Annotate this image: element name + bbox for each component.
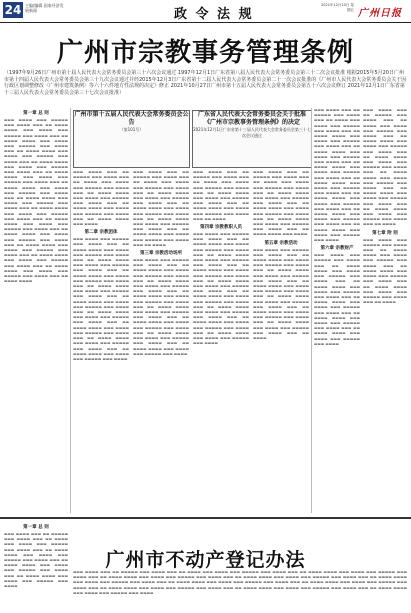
notice-box-title: 广东省人民代表大会常务委员会关于批准《广州市宗教事务管理条例》的决定 (197, 111, 306, 126)
page-number: 24 (4, 3, 22, 17)
body-column-6 (314, 108, 360, 513)
body-text: ▬▬▬ ▬▬▬▬ ▬▬▬ ▬▬ ▬▬▬▬▬ ▬▬▬ ▬▬▬▬ ▬▬▬ ▬▬ ▬▬▬▬ ▬▬▬ ▬▬▬▬ ▬▬▬ ▬▬▬▬▬ ▬▬▬ ▬▬▬▬ ▬▬▬ ▬▬ ▬▬▬▬ ▬▬▬▬ ▬▬▬ ▬▬▬▬ ▬▬▬ ▬▬▬▬▬ ▬▬▬ ▬▬▬▬ ▬▬▬ ▬▬ ▬▬▬▬ ▬▬▬▬ ▬▬▬ ▬▬▬▬ ▬▬▬ ▬▬▬▬▬ ▬▬▬ ▬▬▬▬ ▬▬▬ ▬▬ ▬▬▬▬ (193, 170, 249, 221)
chapter-heading: 第七章 附 则 (372, 230, 398, 236)
article-title: 广州市宗教事务管理条例 (56, 38, 354, 68)
body-text: ▬▬▬ ▬▬▬▬ ▬▬▬ ▬▬▬▬▬ ▬▬▬ ▬▬▬▬ ▬▬▬ ▬▬ ▬▬▬▬ ▬▬▬▬ ▬▬▬ ▬▬▬▬ ▬▬▬ ▬▬▬▬▬ ▬▬▬ ▬▬▬▬ ▬▬▬ ▬▬ ▬▬▬▬ ▬▬▬▬ ▬▬▬ ▬▬▬▬ ▬▬▬ ▬▬▬▬▬ ▬▬▬ ▬▬▬▬ ▬▬▬ ▬▬ ▬▬▬▬ ▬▬▬▬ ▬▬▬ ▬▬▬▬ ▬▬▬ ▬▬▬▬▬ ▬▬▬ ▬▬▬▬ ▬▬▬ ▬▬ ▬▬▬▬ ▬▬▬▬ ▬▬▬ ▬▬▬▬ ▬▬▬ ▬▬▬▬▬ ▬▬▬ ▬▬▬▬ ▬▬▬ ▬▬ ▬▬▬▬ ▬▬▬▬ ▬▬▬ ▬▬▬▬ ▬▬▬ ▬▬▬▬▬ ▬▬▬ ▬▬▬▬ ▬▬▬ ▬▬ ▬▬▬▬ ▬▬▬▬ ▬▬▬ ▬▬▬▬ ▬▬▬ ▬▬▬▬▬ ▬▬▬ ▬▬▬▬ ▬▬▬ ▬▬ ▬▬▬▬ ▬▬▬▬ ▬▬▬ ▬▬▬▬ ▬▬▬ ▬▬▬▬▬ ▬▬▬ ▬▬▬▬ ▬▬▬ ▬▬ ▬▬▬▬ ▬▬▬▬ ▬▬▬ ▬▬▬▬ ▬▬▬ ▬▬▬▬▬ ▬▬▬ ▬▬▬▬ ▬▬▬ ▬▬ ▬▬▬▬ ▬▬▬▬ ▬▬▬ ▬▬▬▬ ▬▬▬ ▬▬▬▬▬ ▬▬▬ ▬▬▬▬ ▬▬▬ ▬▬ ▬▬▬▬ ▬▬▬▬ ▬▬▬ ▬▬▬▬ ▬▬▬ ▬▬▬▬▬ ▬▬▬ ▬▬▬▬ ▬▬▬ ▬▬ ▬▬▬▬ ▬▬▬▬ ▬▬▬ ▬▬▬▬ ▬▬▬ ▬▬▬▬▬ ▬▬▬ ▬▬▬▬ ▬▬▬ ▬▬ ▬▬▬▬ ▬▬▬▬ ▬▬▬ ▬▬▬▬ ▬▬▬ ▬▬▬▬▬ ▬▬▬ ▬▬▬▬ ▬▬▬ ▬▬ ▬▬▬▬ ▬▬▬▬ ▬▬▬ ▬▬▬▬ ▬▬▬ ▬▬▬▬▬ ▬▬▬ ▬▬▬▬ ▬▬▬ ▬▬ ▬▬▬▬ ▬▬▬▬ (4, 118, 68, 284)
chapter-heading: 第六章 宗教财产 (320, 246, 354, 252)
article-intro: （1997年9月26日广州市第十届人民代表大会常务委员会第三十六次会议通过 1997年12月1日广东省第八届人民代表大会常务委员会第三十二次会议批准 根据2015年5月20日广州市第十四届人民代表大会常务委员会第三十九次会议通过并经2015年12月3日广东省第十二届人民代表大会常务委员会第二十一次会议批准的《广州市人民代表大会常务委员会关于因行政区划调整修改〈广州市建筑条例〉等六十六件地方性法规的决定》修正 2021年10月27日广州市第十五届人民代表大会常务委员会第五十六次会议修订 2021年12月1日广东省第十三届人民代表大会常务委员会第三十七次会议批准） (4, 70, 407, 96)
body-column-5 (253, 170, 309, 513)
notice-box-subtitle: 2021年12月1日广东省第十三届人民代表大会常务委员会第三十七次会议通过 (193, 127, 311, 138)
body-text: ▬▬▬ ▬▬▬▬ ▬▬▬ ▬▬ ▬▬▬▬▬ ▬▬▬ ▬▬▬▬ ▬▬▬ ▬▬ ▬▬▬▬ ▬▬▬ ▬▬▬▬ ▬▬▬ ▬▬▬▬▬ ▬▬▬ ▬▬▬▬ ▬▬▬ ▬▬ ▬▬▬▬ ▬▬▬▬ ▬▬▬ ▬▬▬▬ ▬▬▬ ▬▬▬▬▬ ▬▬▬ ▬▬▬▬ ▬▬▬ ▬▬ ▬▬▬▬ ▬▬▬▬ ▬▬▬ ▬▬▬▬ ▬▬▬ ▬▬▬▬▬ ▬▬▬ ▬▬▬▬ ▬▬▬ ▬▬ ▬▬▬▬ ▬▬▬▬ ▬▬▬ ▬▬▬▬ ▬▬▬ ▬▬▬▬▬ ▬▬▬ ▬▬▬▬ ▬▬▬ ▬▬ ▬▬▬▬ ▬▬▬▬ ▬▬▬ ▬▬▬▬ (253, 170, 309, 237)
notice-box-subtitle: （第101号） (119, 127, 144, 132)
body-text: ▬▬▬ ▬▬▬▬ ▬▬▬ ▬▬▬▬▬ ▬▬▬ ▬▬▬▬ ▬▬▬ ▬▬ ▬▬▬▬ ▬▬▬▬ ▬▬▬ ▬▬▬▬ ▬▬▬ ▬▬▬▬▬ ▬▬▬ ▬▬▬▬ ▬▬▬ ▬▬ ▬▬▬▬ ▬▬▬▬ ▬▬▬ ▬▬▬▬ ▬▬▬ ▬▬▬▬▬ ▬▬▬ ▬▬▬▬ ▬▬▬ ▬▬ ▬▬▬▬ ▬▬▬▬ ▬▬▬ ▬▬▬▬ ▬▬▬ ▬▬▬▬▬ ▬▬▬ ▬▬▬▬ ▬▬▬ ▬▬ ▬▬▬▬ (363, 237, 407, 305)
body-text: ▬▬▬ ▬▬▬▬ ▬▬▬ ▬▬ ▬▬▬▬▬ ▬▬▬ ▬▬▬▬ ▬▬▬ ▬▬ ▬▬▬▬ ▬▬▬ ▬▬▬▬ ▬▬▬ ▬▬▬▬▬ ▬▬▬ ▬▬▬▬ ▬▬▬ ▬▬ ▬▬▬▬ ▬▬▬▬ ▬▬▬ ▬▬▬▬ ▬▬▬ ▬▬▬▬▬ ▬▬▬ ▬▬▬▬ ▬▬▬ ▬▬ ▬▬▬▬ ▬▬▬▬ ▬▬▬ ▬▬▬▬ ▬▬▬ ▬▬▬▬▬ ▬▬▬ ▬▬▬▬ ▬▬▬ ▬▬ ▬▬▬▬ ▬▬▬▬ ▬▬▬ ▬▬▬▬ ▬▬▬ ▬▬▬▬▬ ▬▬▬ ▬▬▬▬ ▬▬▬ ▬▬ ▬▬▬▬ ▬▬▬▬ ▬▬▬ ▬▬▬▬ ▬▬▬ ▬▬▬▬▬ ▬▬▬ ▬▬▬▬ ▬▬▬ ▬▬ ▬▬▬▬ (133, 170, 189, 247)
body-text: ▬▬▬ ▬▬▬▬ ▬▬▬ ▬▬▬▬▬ ▬▬▬ ▬▬▬▬ ▬▬▬ ▬▬ ▬▬▬▬ ▬▬▬▬ ▬▬▬ ▬▬▬▬ ▬▬▬ ▬▬▬▬▬ ▬▬▬ ▬▬▬▬ ▬▬▬ ▬▬ ▬▬▬▬ ▬▬▬▬ ▬▬▬ ▬▬▬▬ ▬▬▬ ▬▬▬▬▬ ▬▬▬ ▬▬▬▬ ▬▬▬ ▬▬ ▬▬▬▬ ▬▬▬▬ ▬▬▬ ▬▬▬▬ ▬▬▬ ▬▬▬▬▬ ▬▬▬ ▬▬▬▬ ▬▬▬ ▬▬ ▬▬▬▬ ▬▬▬▬ ▬▬▬ ▬▬▬▬ ▬▬▬ ▬▬▬▬▬ ▬▬▬ ▬▬▬▬ ▬▬▬ ▬▬ ▬▬▬▬ ▬▬▬▬ ▬▬▬ ▬▬▬▬ ▬▬▬ ▬▬▬▬▬ ▬▬▬ ▬▬▬▬ ▬▬▬ ▬▬ ▬▬▬▬ ▬▬▬▬ ▬▬▬ ▬▬▬▬ ▬▬▬ ▬▬▬▬▬ ▬▬▬ ▬▬▬▬ ▬▬▬ ▬▬ ▬▬▬▬ ▬▬▬▬ ▬▬▬ ▬▬▬▬ ▬▬▬ ▬▬▬▬▬ ▬▬▬ ▬▬▬▬ ▬▬▬ ▬▬ ▬▬▬▬ ▬▬▬▬ ▬▬▬ ▬▬▬▬ ▬▬▬ ▬▬▬▬▬ ▬▬▬ ▬▬▬▬ (193, 232, 249, 346)
body-text: ▬▬▬ ▬▬▬▬ ▬▬▬ ▬▬ ▬▬▬▬▬ ▬▬▬ ▬▬▬▬ ▬▬▬ ▬▬ ▬▬▬▬ ▬▬▬ ▬▬▬▬ ▬▬▬ ▬▬▬▬▬ ▬▬▬ ▬▬▬▬ ▬▬▬ ▬▬ ▬▬▬▬ ▬▬▬▬ ▬▬▬ ▬▬▬▬ ▬▬▬ ▬▬▬▬▬ ▬▬▬ ▬▬▬▬ ▬▬▬ ▬▬ ▬▬▬▬ ▬▬▬▬ ▬▬▬ ▬▬▬▬ ▬▬▬ ▬▬▬▬▬ ▬▬▬ ▬▬▬▬ ▬▬▬ ▬▬ ▬▬▬▬ ▬▬▬▬ ▬▬▬ ▬▬▬▬ ▬▬▬ ▬▬▬▬▬ ▬▬▬ ▬▬▬▬ ▬▬▬ ▬▬ ▬▬▬▬ ▬▬▬▬ ▬▬▬ ▬▬▬▬ ▬▬▬ ▬▬▬▬▬ ▬▬▬ ▬▬▬▬ ▬▬▬ ▬▬ ▬▬▬▬ ▬▬▬▬ ▬▬▬ ▬▬▬▬ ▬▬▬ ▬▬▬▬▬ ▬▬▬ ▬▬▬▬ ▬▬▬ ▬▬ ▬▬▬▬ ▬▬▬▬ ▬▬▬ ▬▬▬▬ ▬▬▬ ▬▬▬▬▬ ▬▬▬ ▬▬▬▬ ▬▬▬ ▬▬ ▬▬▬▬ ▬▬▬▬ ▬▬▬ ▬▬▬▬ ▬▬▬ ▬▬▬▬▬ ▬▬▬ ▬▬▬▬ (314, 108, 360, 243)
chapter-heading: 第三章 宗教活动场所 (139, 251, 183, 257)
section-title: 政 令 法 规 (174, 7, 254, 22)
page-date: 2021年12月10日 星期五 (321, 3, 354, 12)
body-column-3 (133, 170, 189, 513)
body-text: ▬▬▬ ▬▬▬▬ ▬▬▬ ▬▬▬▬▬ ▬▬▬ ▬▬▬▬ ▬▬▬ ▬▬ ▬▬▬▬ ▬▬▬▬ ▬▬▬ ▬▬▬▬ ▬▬▬ ▬▬▬▬▬ ▬▬▬ ▬▬▬▬ ▬▬▬ ▬▬ ▬▬▬▬ ▬▬▬▬ ▬▬▬ ▬▬▬▬ ▬▬▬ ▬▬▬▬▬ ▬▬▬ ▬▬▬▬ ▬▬▬ ▬▬ ▬▬▬▬ ▬▬▬▬ ▬▬▬ ▬▬▬▬ ▬▬▬ ▬▬▬▬▬ ▬▬▬ ▬▬▬▬ ▬▬▬ ▬▬ ▬▬▬▬ ▬▬▬▬ ▬▬▬ ▬▬▬▬ ▬▬▬ ▬▬▬▬▬ ▬▬▬ ▬▬▬▬ ▬▬▬ ▬▬ ▬▬▬▬ ▬▬▬▬ ▬▬▬ ▬▬▬▬ ▬▬▬ ▬▬▬▬▬ ▬▬▬ ▬▬▬▬ ▬▬▬ ▬▬ ▬▬▬▬ ▬▬▬▬ ▬▬▬ ▬▬▬▬ ▬▬▬ ▬▬▬▬▬ ▬▬▬ ▬▬▬▬ ▬▬▬ ▬▬ ▬▬▬▬ (253, 247, 309, 341)
chapter-heading: 第五章 宗教活动 (264, 240, 298, 246)
body-column-1 (4, 108, 68, 513)
chapter-heading: 第二章 宗教团体 (84, 230, 118, 236)
body-text: ▬▬▬ ▬▬▬▬ ▬▬▬ ▬▬ ▬▬▬▬▬ ▬▬▬ ▬▬▬▬ ▬▬▬ ▬▬ ▬▬▬▬ ▬▬▬ ▬▬▬▬ ▬▬▬ ▬▬▬▬▬ ▬▬▬ ▬▬▬▬ ▬▬▬ ▬▬ ▬▬▬▬ ▬▬▬▬ ▬▬▬ ▬▬▬▬ ▬▬▬ ▬▬▬▬▬ ▬▬▬ ▬▬▬▬ ▬▬▬ ▬▬ ▬▬▬▬ ▬▬▬▬ ▬▬▬ ▬▬▬▬ ▬▬▬ ▬▬▬▬▬ ▬▬▬ ▬▬▬▬ ▬▬▬ ▬▬ ▬▬▬▬ ▬▬▬▬ ▬▬▬ ▬▬▬▬ ▬▬▬ ▬▬▬▬▬ ▬▬▬ ▬▬▬▬ ▬▬▬ ▬▬ ▬▬▬▬ ▬▬▬▬ ▬▬▬ ▬▬▬▬ ▬▬▬ ▬▬▬▬▬ ▬▬▬ ▬▬▬▬ ▬▬▬ ▬▬ ▬▬▬▬ ▬▬▬▬ ▬▬▬ ▬▬▬▬ ▬▬▬ ▬▬▬▬▬ ▬▬▬ ▬▬▬▬ ▬▬▬ ▬▬ ▬▬▬▬ ▬▬▬▬ ▬▬▬ ▬▬▬▬ ▬▬▬ ▬▬▬▬▬ ▬▬▬ ▬▬▬▬ ▬▬▬ ▬▬ ▬▬▬▬ ▬▬▬▬ ▬▬▬ ▬▬▬▬ ▬▬▬ ▬▬▬▬▬ ▬▬▬ ▬▬▬▬ ▬▬▬ ▬▬ ▬▬▬▬ ▬▬▬▬ ▬▬▬ ▬▬▬▬ ▬▬▬ ▬▬▬▬▬ ▬▬▬ ▬▬▬▬ ▬▬▬ ▬▬ ▬▬▬▬ ▬▬▬▬ ▬▬▬ ▬▬▬▬ ▬▬▬ ▬▬▬▬▬ ▬▬▬ ▬▬▬▬ (73, 570, 407, 595)
article-divider (0, 517, 411, 519)
article2-body (73, 570, 407, 610)
newspaper-logo: 广州日报 (358, 8, 402, 19)
body-column-7 (363, 108, 407, 513)
notice-box-1 (73, 110, 190, 168)
column-divider (70, 108, 71, 513)
body-text: ▬▬▬ ▬▬▬▬ ▬▬▬ ▬▬ ▬▬▬▬▬ ▬▬▬ ▬▬▬▬ ▬▬▬ ▬▬ ▬▬▬▬ ▬▬▬ ▬▬▬▬ ▬▬▬ ▬▬▬▬▬ ▬▬▬ ▬▬▬▬ ▬▬▬ ▬▬ ▬▬▬▬ ▬▬▬▬ ▬▬▬ ▬▬▬▬ ▬▬▬ ▬▬▬▬▬ ▬▬▬ ▬▬▬▬ ▬▬▬ ▬▬ ▬▬▬▬ ▬▬▬▬ ▬▬▬ ▬▬▬▬ ▬▬▬ ▬▬▬▬▬ ▬▬▬ ▬▬▬▬ ▬▬▬ ▬▬ ▬▬▬▬ ▬▬▬▬ ▬▬▬ ▬▬▬▬ ▬▬▬ ▬▬▬▬▬ ▬▬▬ ▬▬▬▬ ▬▬▬ ▬▬ ▬▬▬▬ ▬▬▬▬ ▬▬▬ ▬▬▬▬ ▬▬▬ ▬▬▬▬▬ ▬▬▬ ▬▬▬▬ ▬▬▬ ▬▬ ▬▬▬▬ ▬▬▬▬ ▬▬▬ ▬▬▬▬ ▬▬▬ ▬▬▬▬▬ ▬▬▬ ▬▬▬▬ ▬▬▬ ▬▬ ▬▬▬▬ (363, 108, 407, 227)
chapter-heading: 第一章 总 则 (23, 111, 49, 116)
body-text: ▬▬▬ ▬▬▬▬ ▬▬▬ ▬▬ ▬▬▬▬▬ ▬▬▬ ▬▬▬▬ ▬▬▬ ▬▬ ▬▬▬▬ ▬▬▬ ▬▬▬▬ ▬▬▬ ▬▬▬▬▬ ▬▬▬ ▬▬▬▬ ▬▬▬ ▬▬ ▬▬▬▬ ▬▬▬▬ ▬▬▬ ▬▬▬▬ ▬▬▬ ▬▬▬▬▬ ▬▬▬ ▬▬▬▬ ▬▬▬ ▬▬ ▬▬▬▬ ▬▬▬▬ ▬▬▬ ▬▬▬▬ ▬▬▬ ▬▬▬▬▬ ▬▬▬ ▬▬▬▬ ▬▬▬ ▬▬ ▬▬▬▬ ▬▬▬▬ ▬▬▬ ▬▬▬▬ ▬▬▬ ▬▬▬▬▬ ▬▬▬ ▬▬▬▬ (4, 532, 68, 589)
body-column-4 (193, 170, 249, 513)
chapter-heading: 第四章 宗教教职人员 (199, 225, 243, 231)
page-meta-left: 主编/编辑 国家经济发展新闻 (25, 3, 64, 13)
column-divider (311, 108, 312, 513)
body-text: ▬▬▬ ▬▬▬▬ ▬▬▬ ▬▬ ▬▬▬▬▬ ▬▬▬ ▬▬▬▬ ▬▬▬ ▬▬ ▬▬▬▬ ▬▬▬ ▬▬▬▬ ▬▬▬ ▬▬▬▬▬ ▬▬▬ ▬▬▬▬ ▬▬▬ ▬▬ ▬▬▬▬ ▬▬▬▬ ▬▬▬ ▬▬▬▬ ▬▬▬ ▬▬▬▬▬ ▬▬▬ ▬▬▬▬ ▬▬▬ ▬▬ ▬▬▬▬ ▬▬▬▬ ▬▬▬ ▬▬▬▬ ▬▬▬ ▬▬▬▬▬ ▬▬▬ ▬▬▬▬ ▬▬▬ ▬▬ ▬▬▬▬ ▬▬▬▬ ▬▬▬ ▬▬▬▬ (73, 170, 129, 227)
body-column-2 (73, 170, 129, 513)
chapter-heading: 第一章 总 则 (23, 525, 49, 530)
body-text: ▬▬▬ ▬▬▬▬ ▬▬▬ ▬▬▬▬▬ ▬▬▬ ▬▬▬▬ ▬▬▬ ▬▬ ▬▬▬▬ ▬▬▬▬ ▬▬▬ ▬▬▬▬ ▬▬▬ ▬▬▬▬▬ ▬▬▬ ▬▬▬▬ ▬▬▬ ▬▬ ▬▬▬▬ ▬▬▬▬ ▬▬▬ ▬▬▬▬ ▬▬▬ ▬▬▬▬▬ ▬▬▬ ▬▬▬▬ ▬▬▬ ▬▬ ▬▬▬▬ ▬▬▬▬ ▬▬▬ ▬▬▬▬ ▬▬▬ ▬▬▬▬▬ ▬▬▬ ▬▬▬▬ ▬▬▬ ▬▬ ▬▬▬▬ ▬▬▬▬ ▬▬▬ ▬▬▬▬ ▬▬▬ ▬▬▬▬▬ ▬▬▬ ▬▬▬▬ ▬▬▬ ▬▬ ▬▬▬▬ ▬▬▬▬ ▬▬▬ ▬▬▬▬ ▬▬▬ ▬▬▬▬▬ ▬▬▬ ▬▬▬▬ (314, 253, 360, 346)
body-text: ▬▬▬ ▬▬▬▬ ▬▬▬ ▬▬▬▬▬ ▬▬▬ ▬▬▬▬ ▬▬▬ ▬▬ ▬▬▬▬ ▬▬▬▬ ▬▬▬ ▬▬▬▬ ▬▬▬ ▬▬▬▬▬ ▬▬▬ ▬▬▬▬ ▬▬▬ ▬▬ ▬▬▬▬ ▬▬▬▬ ▬▬▬ ▬▬▬▬ ▬▬▬ ▬▬▬▬▬ ▬▬▬ ▬▬▬▬ ▬▬▬ ▬▬ ▬▬▬▬ ▬▬▬▬ ▬▬▬ ▬▬▬▬ ▬▬▬ ▬▬▬▬▬ ▬▬▬ ▬▬▬▬ ▬▬▬ ▬▬ ▬▬▬▬ ▬▬▬▬ ▬▬▬ ▬▬▬▬ ▬▬▬ ▬▬▬▬▬ ▬▬▬ ▬▬▬▬ ▬▬▬ ▬▬ ▬▬▬▬ ▬▬▬▬ ▬▬▬ ▬▬▬▬ ▬▬▬ ▬▬▬▬▬ ▬▬▬ ▬▬▬▬ ▬▬▬ ▬▬ ▬▬▬▬ ▬▬▬▬ ▬▬▬ ▬▬▬▬ ▬▬▬ ▬▬▬▬▬ ▬▬▬ ▬▬▬▬ ▬▬▬ ▬▬ ▬▬▬▬ ▬▬▬▬ ▬▬▬ ▬▬▬▬ ▬▬▬ ▬▬▬▬▬ ▬▬▬ ▬▬▬▬ (133, 258, 189, 356)
notice-box-2 (192, 110, 312, 168)
notice-box-title: 广州市第十五届人民代表大会常务委员会公告 (74, 111, 189, 126)
article2-title: 广州市不动产登记办法 (105, 549, 306, 571)
body-text: ▬▬▬ ▬▬▬▬ ▬▬▬ ▬▬▬▬▬ ▬▬▬ ▬▬▬▬ ▬▬▬ ▬▬ ▬▬▬▬ ▬▬▬▬ ▬▬▬ ▬▬▬▬ ▬▬▬ ▬▬▬▬▬ ▬▬▬ ▬▬▬▬ ▬▬▬ ▬▬ ▬▬▬▬ ▬▬▬▬ ▬▬▬ ▬▬▬▬ ▬▬▬ ▬▬▬▬▬ ▬▬▬ ▬▬▬▬ ▬▬▬ ▬▬ ▬▬▬▬ ▬▬▬▬ ▬▬▬ ▬▬▬▬ ▬▬▬ ▬▬▬▬▬ ▬▬▬ ▬▬▬▬ ▬▬▬ ▬▬ ▬▬▬▬ ▬▬▬▬ ▬▬▬ ▬▬▬▬ ▬▬▬ ▬▬▬▬▬ ▬▬▬ ▬▬▬▬ ▬▬▬ ▬▬ ▬▬▬▬ ▬▬▬▬ ▬▬▬ ▬▬▬▬ ▬▬▬ ▬▬▬▬▬ ▬▬▬ ▬▬▬▬ ▬▬▬ ▬▬ ▬▬▬▬ ▬▬▬▬ ▬▬▬ ▬▬▬▬ ▬▬▬ ▬▬▬▬▬ ▬▬▬ ▬▬▬▬ ▬▬▬ ▬▬ ▬▬▬▬ ▬▬▬▬ ▬▬▬ ▬▬▬▬ ▬▬▬ ▬▬▬▬▬ ▬▬▬ ▬▬▬▬ ▬▬▬ ▬▬ ▬▬▬▬ ▬▬▬▬ ▬▬▬ ▬▬▬▬ ▬▬▬ ▬▬▬▬▬ ▬▬▬ ▬▬▬▬ ▬▬▬ ▬▬ ▬▬▬▬ ▬▬▬▬ ▬▬▬ ▬▬▬▬ ▬▬▬ ▬▬▬▬▬ ▬▬▬ ▬▬▬▬ (73, 237, 129, 361)
